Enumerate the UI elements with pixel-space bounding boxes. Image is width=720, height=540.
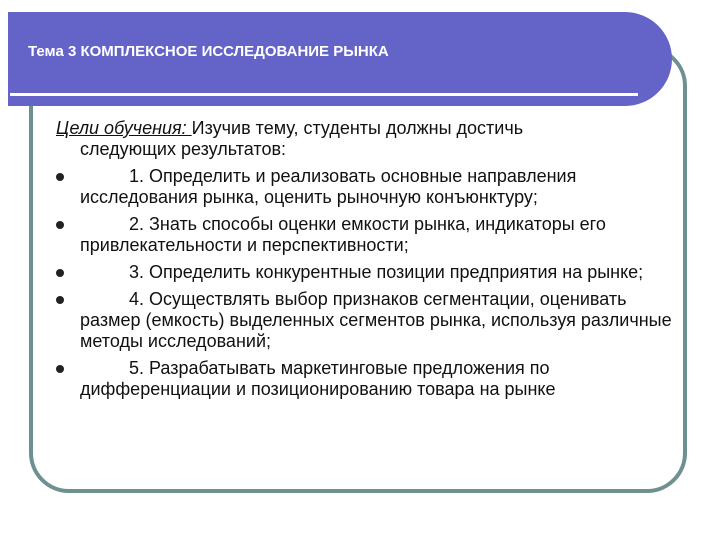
bullet-icon <box>56 365 64 373</box>
goal-item <box>56 214 676 256</box>
bullet-icon <box>56 173 64 181</box>
goal-item <box>56 166 676 208</box>
goal-item <box>56 289 676 352</box>
goal-text: 1. Определить и реализовать основные направления исследования рынка, оценить рыночную конъюнктуру; <box>80 166 577 207</box>
learning-goals-label: Цели обучения: <box>56 118 192 138</box>
intro-text-first: Изучив тему, студенты должны достичь <box>191 118 524 138</box>
goal-text: 3. Определить конкурентные позиции предприятия на рынке; <box>129 262 644 282</box>
goal-item <box>56 358 676 400</box>
learning-goals-intro <box>56 118 676 160</box>
bullet-icon <box>56 221 64 229</box>
goal-text: 5. Разрабатывать маркетинговые предложения по дифференциации и позиционированию товара на рынке <box>80 358 556 399</box>
goal-text: 4. Осуществлять выбор признаков сегментации, оценивать размер (емкость) выделенных сегментов рынка, используя различные методы исследований; <box>80 289 672 351</box>
goal-item <box>56 262 676 283</box>
bullet-icon <box>56 296 64 304</box>
slide-title: Тема 3 КОМПЛЕКСНОЕ ИССЛЕДОВАНИЕ РЫНКА <box>28 43 389 60</box>
goals-list <box>56 166 676 400</box>
intro-text-second: следующих результатов: <box>80 139 287 159</box>
banner-divider <box>10 93 638 96</box>
goal-text: 2. Знать способы оценки емкости рынка, индикаторы его привлекательности и перспективности; <box>80 214 606 255</box>
slide-body <box>56 118 676 406</box>
bullet-icon <box>56 269 64 277</box>
